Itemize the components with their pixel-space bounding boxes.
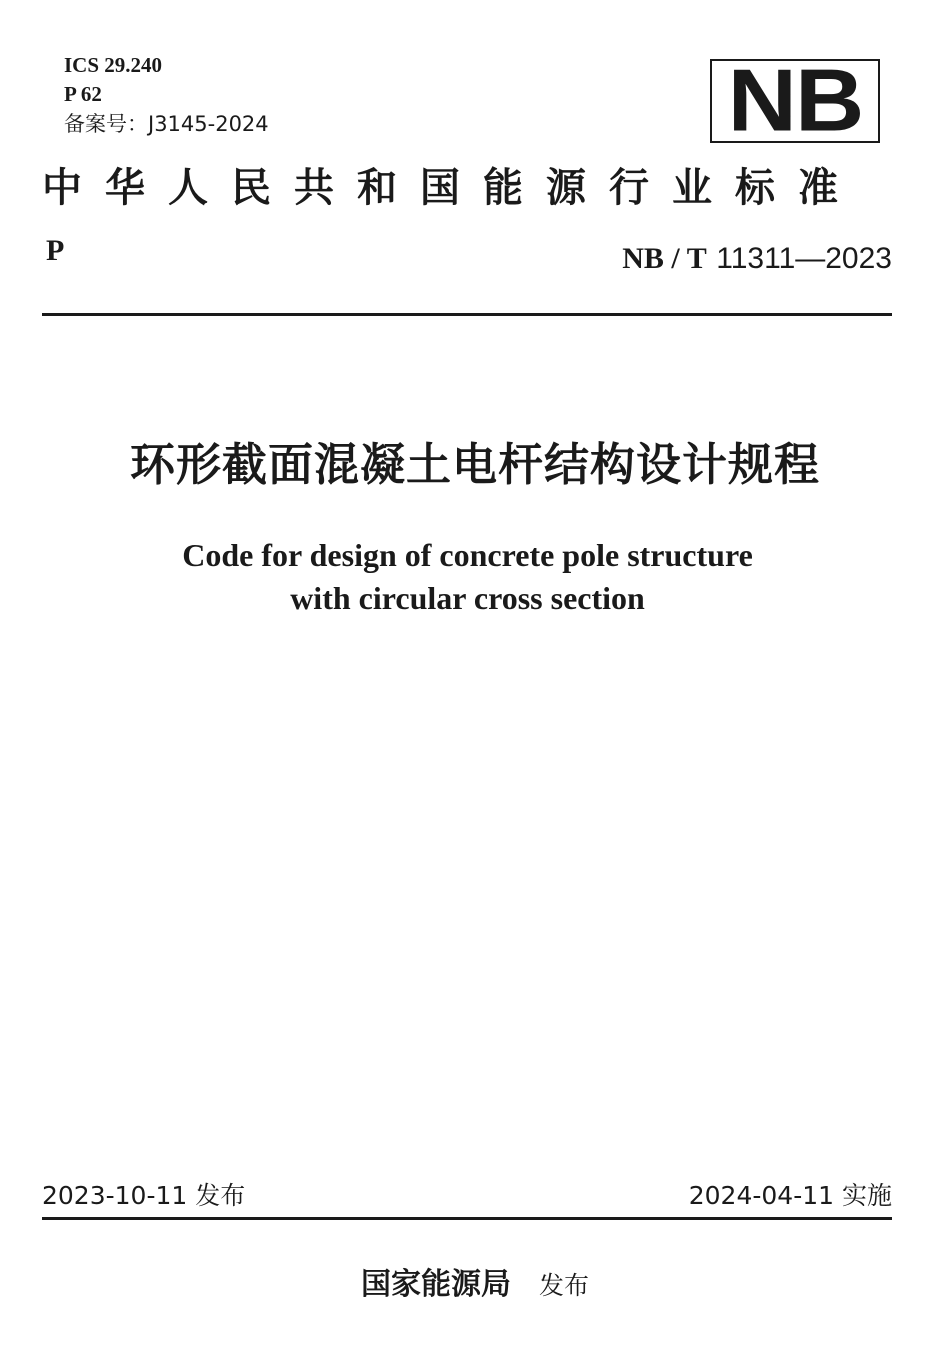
- filing-label: 备案号：: [64, 112, 148, 136]
- nb-logo: [710, 51, 880, 150]
- title-english-line-2: with circular cross section: [290, 580, 645, 616]
- ccs-code: P 62: [64, 82, 102, 106]
- title-english-line-1: Code for design of concrete pole structure: [182, 537, 753, 573]
- publisher-name: 国家能源局: [360, 1267, 511, 1302]
- standard-code: 11311—2023: [716, 242, 892, 275]
- ics-code: ICS 29.240: [64, 53, 163, 77]
- implementation-date: 2024-04-11 实施: [688, 1181, 892, 1210]
- bottom-divider: [42, 1217, 892, 1220]
- top-divider: [42, 313, 892, 316]
- title-chinese: 环形截面混凝土电杆结构设计规程: [129, 438, 820, 491]
- filing-value: J3145-2024: [148, 112, 269, 136]
- filing-number: [64, 114, 269, 135]
- nb-logo-text: NB: [727, 51, 863, 150]
- category-letter: P: [46, 234, 65, 267]
- standard-prefix: NB / T: [622, 242, 707, 275]
- standard-number: [622, 244, 892, 274]
- industry-standard-heading: 中华人民共和国能源行业标准: [42, 164, 861, 211]
- publish-label: 发布: [538, 1271, 589, 1300]
- publisher-line: [0, 1267, 950, 1302]
- issue-date: 2023-10-11 发布: [42, 1181, 246, 1210]
